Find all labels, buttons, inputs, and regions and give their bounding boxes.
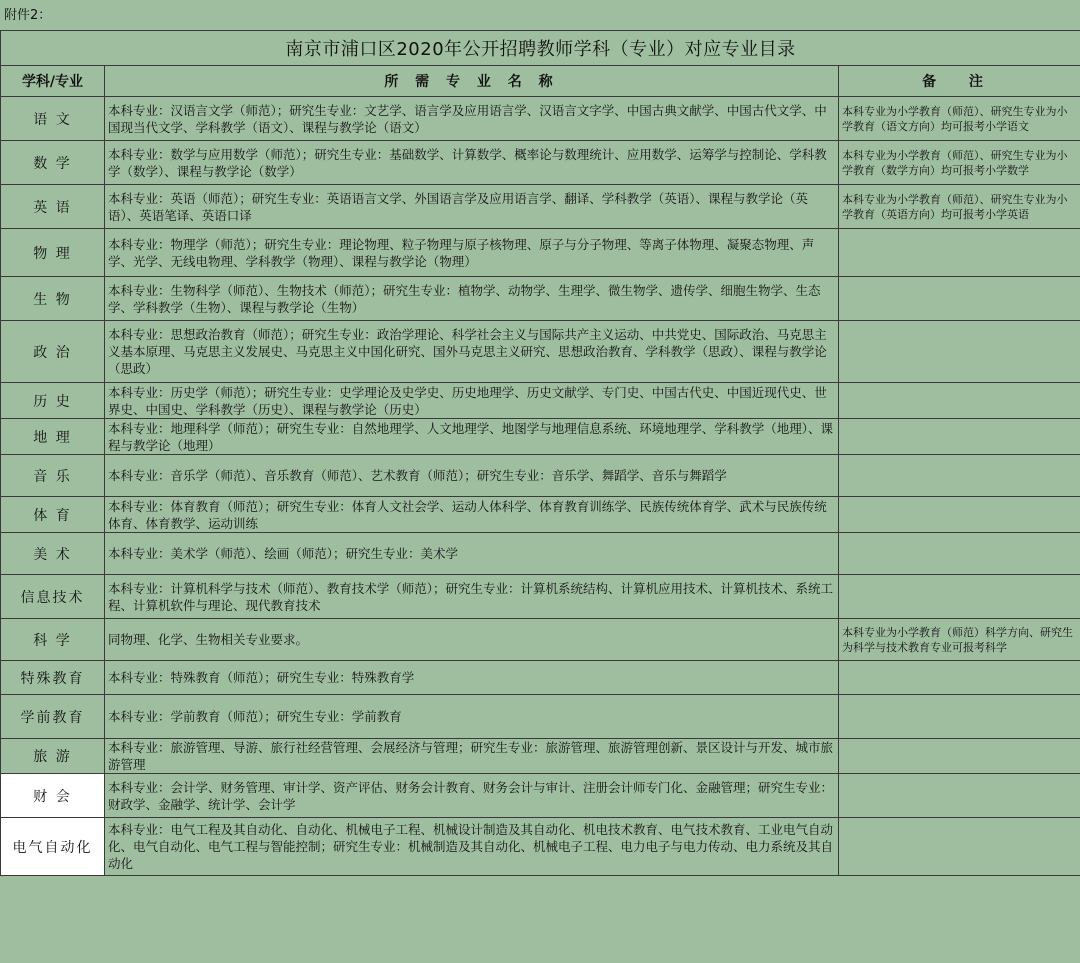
note-cell bbox=[839, 533, 1080, 575]
note-cell bbox=[839, 774, 1080, 818]
table-row bbox=[1, 575, 1080, 619]
table-row bbox=[1, 419, 1080, 455]
subject-cell: 生 物 bbox=[1, 277, 105, 321]
title-row bbox=[1, 31, 1080, 66]
table-row bbox=[1, 383, 1080, 419]
subject-cell: 英 语 bbox=[1, 185, 105, 229]
table-row bbox=[1, 141, 1080, 185]
table-row bbox=[1, 321, 1080, 383]
subject-cell: 体 育 bbox=[1, 497, 105, 533]
note-cell bbox=[839, 575, 1080, 619]
attachment-label: 附件2： bbox=[4, 8, 52, 23]
header-row bbox=[1, 66, 1080, 97]
subject-major-table bbox=[0, 30, 1080, 876]
requirement-cell: 同物理、化学、生物相关专业要求。 bbox=[105, 619, 839, 661]
note-cell bbox=[839, 455, 1080, 497]
requirement-cell: 本科专业：英语（师范）；研究生专业：英语语言文学、外国语言学及应用语言学、翻译、学科教学（英语）、课程与教学论（英语）、英语笔译、英语口译 bbox=[105, 185, 839, 229]
subject-cell: 地 理 bbox=[1, 419, 105, 455]
subject-cell: 政 治 bbox=[1, 321, 105, 383]
header-note: 备 注 bbox=[839, 66, 1080, 97]
note-cell bbox=[839, 419, 1080, 455]
subject-cell: 学前教育 bbox=[1, 695, 105, 739]
requirement-cell: 本科专业：学前教育（师范）；研究生专业：学前教育 bbox=[105, 695, 839, 739]
note-cell bbox=[839, 739, 1080, 774]
note-cell bbox=[839, 277, 1080, 321]
note-cell bbox=[839, 661, 1080, 695]
note-cell bbox=[839, 818, 1080, 876]
requirement-cell: 本科专业：会计学、财务管理、审计学、资产评估、财务会计教育、财务会计与审计、注册会计师专门化、金融管理；研究生专业：财政学、金融学、统计学、会计学 bbox=[105, 774, 839, 818]
requirement-cell: 本科专业：体育教育（师范）；研究生专业：体育人文社会学、运动人体科学、体育教育训练学、民族传统体育学、武术与民族传统体育、体育教学、运动训练 bbox=[105, 497, 839, 533]
table-row bbox=[1, 229, 1080, 277]
subject-cell: 美 术 bbox=[1, 533, 105, 575]
subject-cell: 信息技术 bbox=[1, 575, 105, 619]
requirement-cell: 本科专业：特殊教育（师范）；研究生专业：特殊教育学 bbox=[105, 661, 839, 695]
note-cell: 本科专业为小学教育（师范）、研究生专业为小学教育（英语方向）均可报考小学英语 bbox=[839, 185, 1080, 229]
subject-cell: 音 乐 bbox=[1, 455, 105, 497]
note-cell: 本科专业为小学教育（师范）、研究生专业为小学教育（数学方向）均可报考小学数学 bbox=[839, 141, 1080, 185]
subject-cell: 数 学 bbox=[1, 141, 105, 185]
note-cell: 本科专业为小学教育（师范）、研究生专业为小学教育（语文方向）均可报考小学语文 bbox=[839, 97, 1080, 141]
table-row bbox=[1, 497, 1080, 533]
note-cell bbox=[839, 497, 1080, 533]
note-cell bbox=[839, 383, 1080, 419]
note-cell bbox=[839, 321, 1080, 383]
table-title: 南京市浦口区2020年公开招聘教师学科（专业）对应专业目录 bbox=[1, 31, 1080, 66]
table-row bbox=[1, 661, 1080, 695]
table-row bbox=[1, 818, 1080, 876]
table-row bbox=[1, 774, 1080, 818]
requirement-cell: 本科专业：计算机科学与技术（师范）、教育技术学（师范）；研究生专业：计算机系统结构、计算机应用技术、计算机技术、系统工程、计算机软件与理论、现代教育技术 bbox=[105, 575, 839, 619]
table-row bbox=[1, 533, 1080, 575]
header-requirement: 所 需 专 业 名 称 bbox=[105, 66, 839, 97]
table-row bbox=[1, 695, 1080, 739]
requirement-cell: 本科专业：旅游管理、导游、旅行社经营管理、会展经济与管理；研究生专业：旅游管理、旅游管理创新、景区设计与开发、城市旅游管理 bbox=[105, 739, 839, 774]
requirement-cell: 本科专业：生物科学（师范）、生物技术（师范）；研究生专业：植物学、动物学、生理学、微生物学、遗传学、细胞生物学、生态学、学科教学（生物）、课程与教学论（生物） bbox=[105, 277, 839, 321]
header-subject: 学科/专业 bbox=[1, 66, 105, 97]
subject-cell: 科 学 bbox=[1, 619, 105, 661]
table-row bbox=[1, 185, 1080, 229]
subject-cell: 财 会 bbox=[1, 774, 105, 818]
subject-cell: 特殊教育 bbox=[1, 661, 105, 695]
requirement-cell: 本科专业：物理学（师范）；研究生专业：理论物理、粒子物理与原子核物理、原子与分子物理、等离子体物理、凝聚态物理、声学、光学、无线电物理、学科教学（物理）、课程与教学论（物理） bbox=[105, 229, 839, 277]
table-row bbox=[1, 97, 1080, 141]
table-row bbox=[1, 739, 1080, 774]
requirement-cell: 本科专业：地理科学（师范）；研究生专业：自然地理学、人文地理学、地图学与地理信息系统、环境地理学、学科教学（地理）、课程与教学论（地理） bbox=[105, 419, 839, 455]
requirement-cell: 本科专业：电气工程及其自动化、自动化、机械电子工程、机械设计制造及其自动化、机电技术教育、电气技术教育、工业电气自动化、电气自动化、电气工程与智能控制；研究生专业：机械制造及其自动化、机械电子工程、电力电子与电力传动、电力系统及其自动化 bbox=[105, 818, 839, 876]
note-cell bbox=[839, 229, 1080, 277]
table-row bbox=[1, 277, 1080, 321]
requirement-cell: 本科专业：音乐学（师范）、音乐教育（师范）、艺术教育（师范）；研究生专业：音乐学、舞蹈学、音乐与舞蹈学 bbox=[105, 455, 839, 497]
subject-cell: 旅 游 bbox=[1, 739, 105, 774]
requirement-cell: 本科专业：数学与应用数学（师范）；研究生专业：基础数学、计算数学、概率论与数理统计、应用数学、运筹学与控制论、学科教学（数学）、课程与教学论（数学） bbox=[105, 141, 839, 185]
note-cell: 本科专业为小学教育（师范）科学方向、研究生为科学与技术教育专业可报考科学 bbox=[839, 619, 1080, 661]
subject-cell: 语 文 bbox=[1, 97, 105, 141]
requirement-cell: 本科专业：汉语言文学（师范）；研究生专业：文艺学、语言学及应用语言学、汉语言文字学、中国古典文献学、中国古代文学、中国现当代文学、学科教学（语文）、课程与教学论（语文） bbox=[105, 97, 839, 141]
subject-cell: 电气自动化 bbox=[1, 818, 105, 876]
table-row bbox=[1, 455, 1080, 497]
note-cell bbox=[839, 695, 1080, 739]
subject-cell: 历 史 bbox=[1, 383, 105, 419]
subject-cell: 物 理 bbox=[1, 229, 105, 277]
requirement-cell: 本科专业：美术学（师范）、绘画（师范）；研究生专业：美术学 bbox=[105, 533, 839, 575]
table-row bbox=[1, 619, 1080, 661]
requirement-cell: 本科专业：思想政治教育（师范）；研究生专业：政治学理论、科学社会主义与国际共产主义运动、中共党史、国际政治、马克思主义基本原理、马克思主义发展史、马克思主义中国化研究、国外马克思主义研究、思想政治教育、学科教学（思政）、课程与教学论（思政） bbox=[105, 321, 839, 383]
requirement-cell: 本科专业：历史学（师范）；研究生专业：史学理论及史学史、历史地理学、历史文献学、专门史、中国古代史、中国近现代史、世界史、中国史、学科教学（历史）、课程与教学论（历史） bbox=[105, 383, 839, 419]
